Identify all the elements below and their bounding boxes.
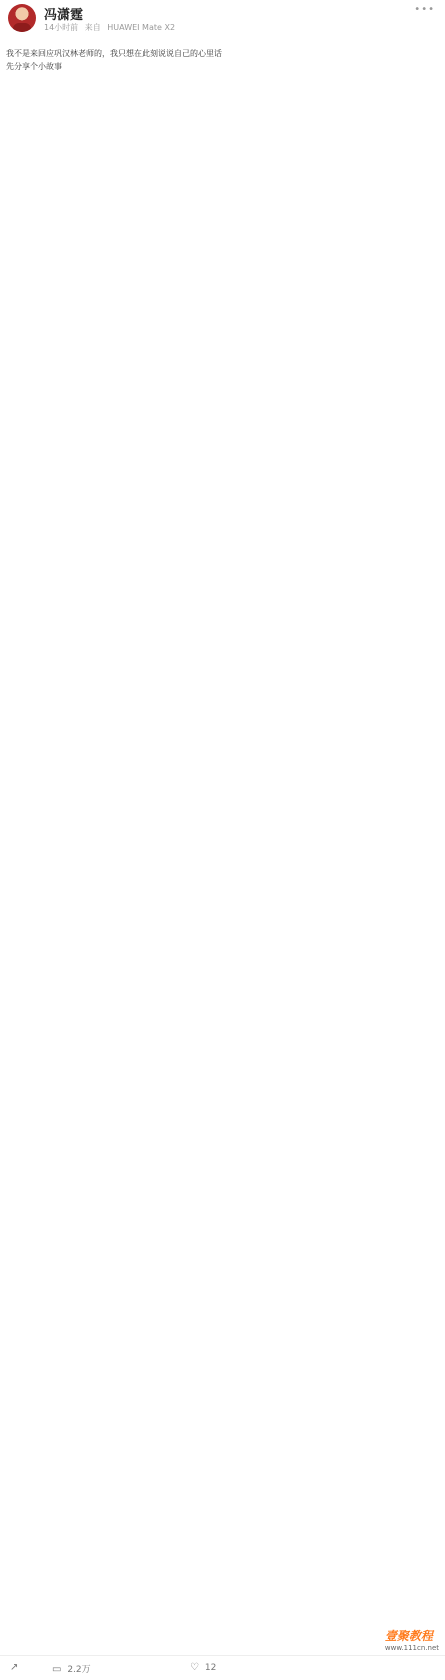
paragraph-gap (6, 73, 439, 86)
paragraph-gap (6, 338, 439, 351)
paragraph-gap (6, 161, 439, 174)
paragraph-gap (6, 224, 439, 237)
watermark-url: www.111cn.net (384, 1644, 439, 1652)
paragraph-gap (6, 375, 439, 388)
like-count: 12 (204, 1663, 217, 1673)
paragraph-gap (6, 250, 439, 263)
paragraph-gap (6, 275, 439, 288)
author-name[interactable]: 冯潇霆 (44, 8, 84, 23)
paragraph-gap (6, 363, 439, 376)
action-bar (0, 1655, 445, 1680)
paragraph-gap (6, 388, 439, 401)
paragraph-gap (6, 111, 439, 124)
paragraph-gap (6, 199, 439, 212)
site-watermark (385, 1627, 439, 1652)
post-meta (44, 22, 179, 33)
paragraph-gap (6, 325, 439, 338)
comment-button[interactable] (52, 1662, 91, 1675)
paragraph-gap (6, 300, 439, 313)
post-content (6, 48, 439, 401)
share-icon: ↗ (10, 1662, 19, 1673)
paragraph-gap (6, 86, 439, 99)
like-button[interactable] (190, 1662, 216, 1673)
post-device: HUAWEI Mate X2 (107, 23, 176, 32)
paragraph-gap (6, 136, 439, 149)
paragraph-gap (6, 174, 439, 187)
comment-icon: ▭ (52, 1664, 62, 1675)
paragraph-gap (6, 237, 439, 250)
paragraph-gap (6, 312, 439, 325)
watermark-brand: 壹聚教程 (384, 1629, 433, 1643)
post-paragraph: 我不是来回应巩汉林老师的，我只想在此刻说说自己的心里话 先分享个小故事 (6, 49, 222, 71)
paragraph-gap (6, 287, 439, 300)
share-button[interactable] (10, 1662, 21, 1673)
paragraph-gap (6, 212, 439, 225)
paragraph-gap (6, 149, 439, 162)
avatar[interactable] (8, 4, 36, 32)
paragraph-gap (6, 187, 439, 200)
paragraph-gap (6, 98, 439, 111)
post-header (0, 0, 445, 46)
like-icon: ♡ (190, 1662, 199, 1673)
paragraph-gap (6, 350, 439, 363)
post-time: 14小时前 (44, 23, 79, 32)
comment-count: 2.2万 (67, 1665, 91, 1675)
post-source-prefix: 来自 (84, 23, 101, 32)
more-icon[interactable]: ••• (414, 4, 435, 15)
paragraph-gap (6, 124, 439, 137)
paragraph-gap (6, 262, 439, 275)
